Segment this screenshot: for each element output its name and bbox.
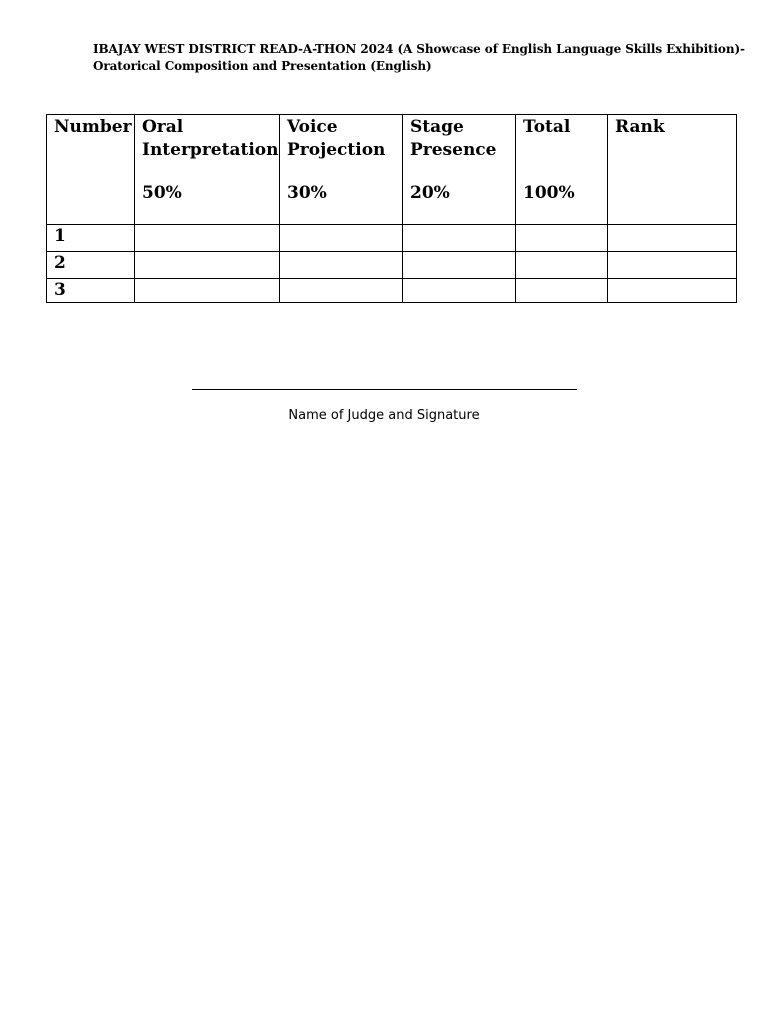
voice-projection-score-cell[interactable] <box>280 225 403 252</box>
title-line-1: IBAJAY WEST DISTRICT READ-A-THON 2024 (A Showcase of English Language Skills Exhibition)- <box>93 42 745 56</box>
oral-interpretation-score-cell[interactable] <box>135 279 280 303</box>
header-rank <box>608 115 737 225</box>
scoring-table <box>46 114 737 303</box>
table-row <box>47 252 737 279</box>
header-stage-presence-label: Stage Presence <box>410 117 497 160</box>
header-total-label: Total <box>523 117 571 137</box>
signature-label: Name of Judge and Signature <box>288 408 480 423</box>
voice-projection-score-cell[interactable] <box>280 252 403 279</box>
header-total <box>516 115 608 225</box>
table-row <box>47 225 737 252</box>
row-number-cell: 3 <box>47 279 135 303</box>
header-oral-interpretation-weight: 50% <box>142 183 182 203</box>
row-number-cell: 2 <box>47 252 135 279</box>
header-voice-projection-weight: 30% <box>287 183 327 203</box>
signature-line[interactable] <box>192 389 577 390</box>
rank-cell[interactable] <box>608 279 737 303</box>
header-voice-projection-label: Voice Projection <box>287 117 386 160</box>
document-title <box>93 41 745 75</box>
header-total-weight: 100% <box>523 183 575 203</box>
row-number-cell: 1 <box>47 225 135 252</box>
header-oral-interpretation <box>135 115 280 225</box>
table-header-row <box>47 115 737 225</box>
header-oral-interpretation-label: Oral Interpretation <box>142 117 279 160</box>
stage-presence-score-cell[interactable] <box>403 252 516 279</box>
header-number <box>47 115 135 225</box>
total-score-cell[interactable] <box>516 252 608 279</box>
stage-presence-score-cell[interactable] <box>403 279 516 303</box>
stage-presence-score-cell[interactable] <box>403 225 516 252</box>
header-number-label: Number <box>54 117 132 137</box>
header-stage-presence <box>403 115 516 225</box>
rank-cell[interactable] <box>608 225 737 252</box>
total-score-cell[interactable] <box>516 279 608 303</box>
total-score-cell[interactable] <box>516 225 608 252</box>
table-row <box>47 279 737 303</box>
header-stage-presence-weight: 20% <box>410 183 450 203</box>
oral-interpretation-score-cell[interactable] <box>135 252 280 279</box>
oral-interpretation-score-cell[interactable] <box>135 225 280 252</box>
title-line-2: Oratorical Composition and Presentation (English) <box>93 59 432 73</box>
voice-projection-score-cell[interactable] <box>280 279 403 303</box>
header-rank-label: Rank <box>615 117 665 137</box>
header-voice-projection <box>280 115 403 225</box>
rank-cell[interactable] <box>608 252 737 279</box>
